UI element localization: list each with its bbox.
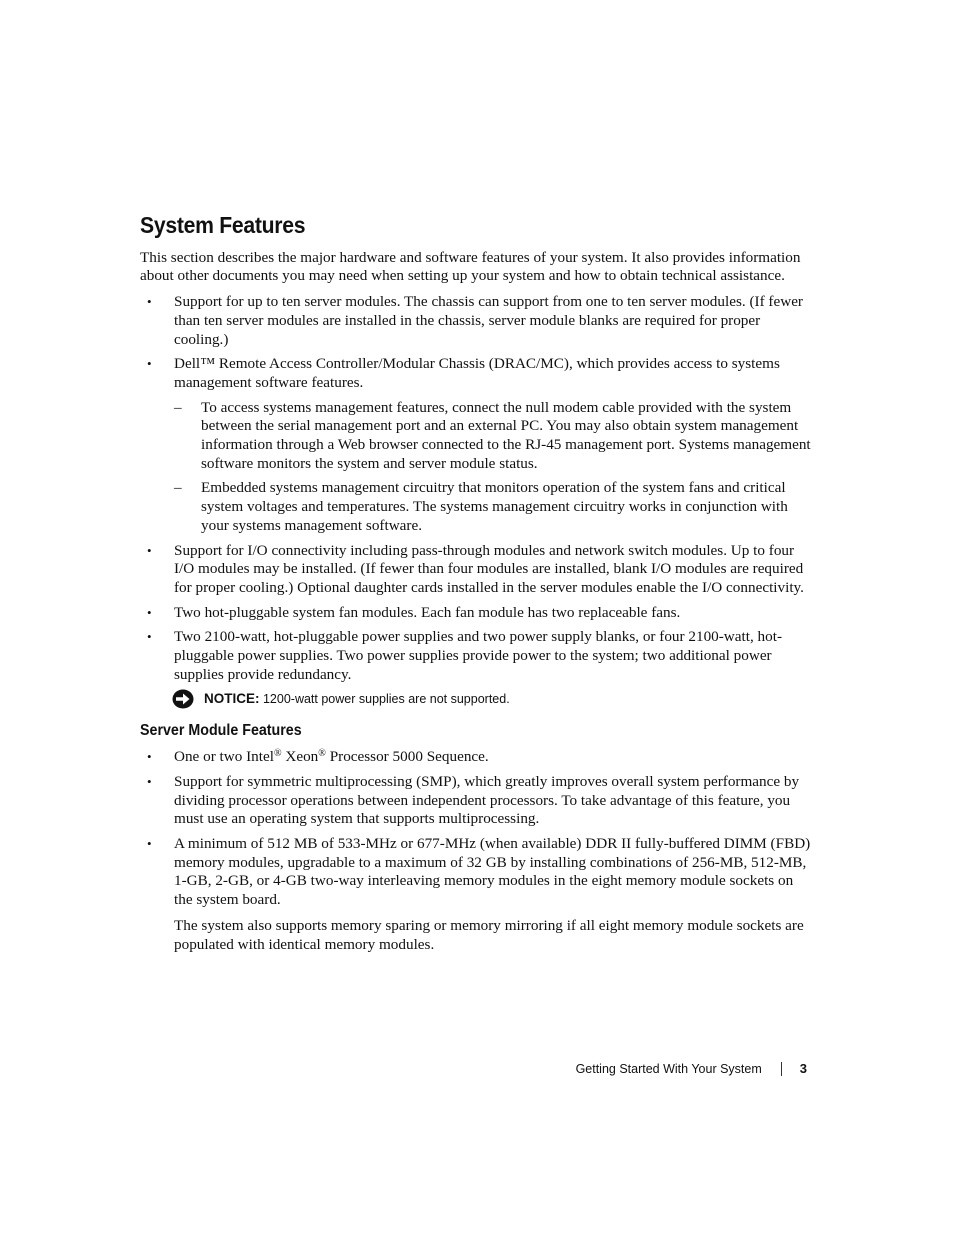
registered-mark: ® [318, 748, 326, 760]
footer-divider [781, 1062, 782, 1076]
bullet-marker: • [147, 604, 152, 620]
bullet-marker: • [147, 294, 152, 310]
list-item [140, 604, 815, 623]
bullet-marker: • [147, 749, 152, 765]
feature-text: Two 2100-watt, hot-pluggable power supplies and two power supply blanks, or four 2100-watt, hot-pluggable power supplies. Two power supplies provide power to the system; two additional power supplies provide redundancy. [174, 628, 783, 683]
bullet-marker: • [147, 835, 152, 851]
list-item [140, 542, 815, 598]
page-footer [576, 1061, 807, 1076]
list-item [140, 293, 815, 349]
dash-marker: – [174, 479, 182, 497]
sub-item-text: Embedded systems management circuitry that monitors operation of the system fans and critical system voltages and temperatures. The systems management circuitry works in conjunction with your systems management software. [201, 479, 788, 534]
notice-label: NOTICE: [204, 691, 260, 707]
feature-text: Two hot-pluggable system fan modules. Each fan module has two replaceable fans. [174, 603, 681, 621]
list-item [140, 748, 815, 767]
list-item [140, 355, 815, 535]
notice-text: 1200-watt power supplies are not supported. [262, 692, 510, 707]
section-heading: Server Module Features [140, 722, 302, 740]
list-item [140, 628, 815, 684]
bullet-marker: • [147, 542, 152, 558]
sub-item-text: To access systems management features, connect the null modem cable provided with the system between the serial management port and an external PC. You may also obtain system management information through a Web browser connected to the RJ-45 management port. Systems management software monitors the system and server module status. [201, 398, 811, 472]
bullet-marker: • [147, 629, 152, 645]
drac-sublist [174, 399, 815, 536]
list-item [140, 835, 815, 954]
list-item [140, 773, 815, 829]
processor-text: One or two Intel® Xeon® Processor 5000 Sequence. [174, 748, 489, 766]
footer-chapter-title: Getting Started With Your System [575, 1061, 762, 1076]
feature-text: Dell™ Remote Access Controller/Modular Chassis (DRAC/MC), which provides access to systems management software features. [174, 355, 780, 391]
notice-arrow-icon [172, 689, 194, 714]
smp-text: Support for symmetric multiprocessing (SMP), which greatly improves overall system performance by dividing processor operations between independent processors. To take advantage of this feature, you must use an operating system that supports multiprocessing. [174, 772, 800, 828]
server-module-list [140, 748, 815, 954]
feature-text: Support for up to ten server modules. The chassis can support from one to ten server modules. (If fewer than ten server modules are installed in the chassis, server module blanks are required for proper cooling.) [174, 293, 803, 348]
intro-paragraph: This section describes the major hardware and software features of your system. It also provides information about other documents you may need when setting up your system and how to obtain technical assistance. [140, 248, 801, 285]
sub-list-item [174, 399, 815, 474]
notice-box [140, 690, 815, 708]
bullet-marker: • [147, 773, 152, 789]
page-number: 3 [799, 1061, 807, 1076]
memory-followup-text: The system also supports memory sparing or memory mirroring if all eight memory module sockets are populated with identical memory modules. [174, 916, 804, 953]
bullet-marker: • [147, 356, 152, 372]
sub-list-item [174, 479, 815, 535]
dash-marker: – [174, 398, 182, 416]
page-title: System Features [140, 212, 306, 238]
feature-text: Support for I/O connectivity including pass-through modules and network switch modules. Up to four I/O modules may be installed. (If fewer than four modules are installed, blank I/O modules are required for proper cooling.) Optional daughter cards installed in the server modules enable the I/O connectivity. [174, 541, 804, 596]
page-content [140, 212, 815, 960]
memory-text: A minimum of 512 MB of 533-MHz or 677-MHz (when available) DDR II fully-buffered DIMM (FBD) memory modules, upgradable to a maximum of 32 GB by installing combinations of 256-MB, 512-MB, 1-GB, 2-GB, or 4-GB two-way interleaving memory modules in the eight memory module sockets on the system board. [174, 834, 811, 909]
feature-list [140, 293, 815, 684]
registered-mark: ® [273, 748, 282, 760]
